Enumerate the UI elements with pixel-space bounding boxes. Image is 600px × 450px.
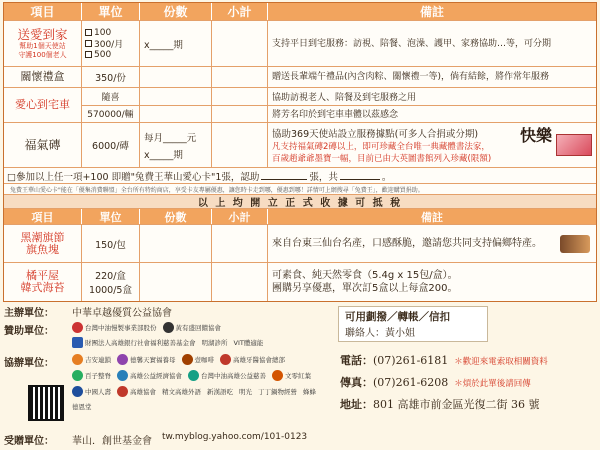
item-title: 送愛到家 bbox=[17, 27, 68, 42]
table-row bbox=[4, 263, 596, 301]
coop-logo: 壹咖啡 bbox=[182, 354, 215, 365]
coop-logo: 德馨天實福養母 bbox=[117, 354, 176, 365]
coop-logo: 明光 bbox=[239, 388, 252, 396]
option-100[interactable]: 100 bbox=[85, 27, 111, 38]
item-unit: 6000/磚 bbox=[82, 123, 140, 167]
coop-logo: 新漢語吃 bbox=[207, 388, 233, 396]
tuna-image bbox=[560, 235, 590, 253]
period-field[interactable]: x_____期 bbox=[144, 149, 183, 161]
subtotal-field[interactable] bbox=[212, 21, 268, 66]
option-500[interactable]: 500 bbox=[85, 49, 111, 60]
col-qty: 份數 bbox=[140, 3, 212, 20]
phone-number[interactable]: (07)261-6181 bbox=[373, 354, 449, 367]
checkbox[interactable] bbox=[85, 29, 92, 36]
item-title: 愛心到宅車 bbox=[4, 88, 82, 122]
qty-field[interactable] bbox=[140, 67, 212, 87]
qty-field[interactable]: x_____期 bbox=[140, 21, 212, 66]
host-name: 中華卓越優質公益協會 bbox=[72, 308, 172, 319]
combo-line: □參加以上任一項+100 即贈"兔費王華山愛心卡"1張，認助 張，共 。 bbox=[4, 168, 596, 184]
item-note: 來自台東三仙台名產，口感酥脆，邀請您共同支持偏鄉特產。 bbox=[272, 237, 542, 249]
coop-logo: 德恩堂 bbox=[72, 403, 92, 411]
col-note: 備註 bbox=[419, 5, 444, 19]
sponsor-logo: 財團法人高雄銀行社會福利慈善基金會 bbox=[72, 337, 196, 348]
item-title: 橘平屋 bbox=[26, 269, 59, 282]
contact-panel bbox=[330, 306, 592, 446]
coop-row: 協辦單位： 吉安連鎖 德馨天實福養母 壹咖啡 高雄牙醫協會總部 百子整脊 高雄公益經濟協會 台灣中油高雄公益慈善 文零紅葉 中國人壽 高雄協會 精文高雄外語 新漢語吃 明光 丁丁鍋物經營 蜂蜂 德恩堂 bbox=[4, 356, 316, 411]
address-line: 地址：801 高雄市前金區光復二街 36 號 bbox=[340, 398, 540, 411]
item-title: 韓式海苔 bbox=[20, 281, 65, 294]
table-header: 項目 單位 份數 小計 備註 bbox=[4, 209, 596, 225]
address: 801 高雄市前金區光復二街 36 號 bbox=[373, 398, 540, 411]
item-unit: 隨喜 bbox=[82, 88, 139, 106]
coop-logo: 高雄牙醫協會總部 bbox=[220, 354, 285, 365]
coop-logo: 中國人壽 bbox=[72, 386, 111, 397]
qty-field[interactable] bbox=[140, 88, 211, 106]
col-subtotal: 小計 bbox=[212, 3, 268, 20]
table-row bbox=[4, 225, 596, 263]
qty-field[interactable] bbox=[140, 225, 212, 262]
item-unit: 1000/5盒 bbox=[89, 285, 132, 296]
item-note: 協助369天使站設立服務據點(可多人合捐或分期) bbox=[272, 129, 479, 140]
table-row bbox=[4, 21, 596, 67]
total-field[interactable] bbox=[340, 171, 380, 180]
item-note: 支持平日到宅服務：訪視、陪餐、泡澡、護甲、家務協助…等，可分期 bbox=[272, 38, 552, 49]
sponsor-row: 贊助單位： 台灣中油慢製事業部股份 黃有盛回饋協會 財團法人高雄銀行社會福利慈善基金會 明湖診所 VIT體適能 bbox=[4, 324, 264, 347]
coop-logo: 精文高雄外語 bbox=[162, 388, 201, 396]
checkbox[interactable] bbox=[85, 40, 92, 47]
qty-field[interactable] bbox=[140, 106, 211, 123]
subtotal-field[interactable] bbox=[212, 225, 268, 262]
subtotal-field[interactable] bbox=[212, 263, 268, 301]
contact-person: 聯絡人：黃小姐 bbox=[345, 328, 415, 339]
table-row bbox=[4, 123, 596, 168]
receiver-name: 華山．創世基金會 bbox=[72, 436, 152, 447]
item-title: 黑潮旗節 bbox=[20, 230, 65, 244]
table-header bbox=[4, 3, 596, 21]
fine-print: 兔費王華山愛心卡"能在「優集消費聯盟」全台所有特約商店，享受卡友專屬優惠，讓您時卡走到哪，優惠到哪！詳情可上網搜尋「兔費王」，歡迎購買捐助。 bbox=[4, 184, 596, 195]
item-title: 關懷禮盒 bbox=[4, 67, 82, 87]
item-subtitle: 幫助1個天使站 bbox=[19, 42, 66, 50]
col-unit: 單位 bbox=[82, 3, 140, 20]
monthly-field[interactable]: 每月_____元 bbox=[144, 132, 197, 144]
table-row bbox=[4, 67, 596, 88]
qr-code-icon bbox=[28, 385, 64, 421]
item-note: 凡支持福氣磚2磚以上，即可珍藏全台唯一典藏體書法家， bbox=[272, 142, 490, 152]
item-note: 贈送長輩端午禮品(內含肉粽、關懷禮一等)，倘有結餘，將作常年服務 bbox=[272, 72, 550, 82]
tax-band: 以 上 均 開 立 正 式 收 據 可 抵 稅 bbox=[4, 195, 596, 209]
table-row bbox=[4, 88, 596, 123]
sponsor-logo: VIT體適能 bbox=[233, 339, 264, 347]
item-title: 福氣磚 bbox=[4, 123, 82, 167]
coop-logo: 百子整脊 bbox=[72, 370, 111, 381]
item-note: 可素食、純天然零食（5.4g x 15包/盒）。 bbox=[272, 270, 458, 281]
item-unit: 220/盒 bbox=[95, 271, 126, 282]
subtotal-field[interactable] bbox=[212, 67, 268, 87]
item-note: 團購另享優惠，單次訂5盒以上每盒200。 bbox=[272, 283, 458, 294]
col-item: 項目 bbox=[4, 3, 82, 20]
item-subtitle: 守護100個老人 bbox=[18, 51, 67, 59]
card-image bbox=[556, 134, 592, 156]
organizations bbox=[4, 298, 322, 448]
item-note: 協助訪視老人、陪餐及到宅服務之用 bbox=[268, 88, 596, 106]
sponsor-logo: 台灣中油慢製事業部股份 bbox=[72, 322, 157, 333]
payment-methods: 可用劃撥／轉帳／信扣 bbox=[345, 311, 450, 323]
subtotal-field[interactable] bbox=[212, 88, 267, 106]
item-unit: 150/包 bbox=[82, 225, 140, 262]
coop-logo: 丁丁鍋物經營 bbox=[258, 388, 297, 396]
checkbox[interactable] bbox=[85, 51, 92, 58]
item-unit: 350/份 bbox=[82, 67, 140, 87]
coop-logo: 高雄協會 bbox=[117, 386, 156, 397]
order-table bbox=[3, 2, 597, 302]
item-note: 百歲趙爺爺墨寶一幅，目前已由大英圖書館列入珍藏(限額) bbox=[272, 154, 492, 164]
calligraphy-art: 快樂 bbox=[519, 126, 552, 145]
fax-number: (07)261-6208 bbox=[373, 376, 449, 389]
fax-line: 傳真：(07)261-6208 ＊煩於此單後請回傳 bbox=[340, 376, 531, 389]
coop-logo: 台灣中油高雄公益慈善 bbox=[188, 370, 266, 381]
coop-logo: 高雄公益經濟協會 bbox=[117, 370, 182, 381]
contact-box bbox=[338, 306, 488, 342]
receiver-row: 受贈單位： 華山．創世基金會 tw.myblog.yahoo.com/101-0123 bbox=[4, 432, 308, 447]
subtotal-field[interactable] bbox=[212, 106, 267, 123]
qty-field[interactable] bbox=[140, 263, 212, 301]
cards-count-field[interactable] bbox=[261, 171, 307, 180]
item-title: 旗魚塊 bbox=[26, 242, 59, 256]
sponsor-logo: 明湖診所 bbox=[201, 339, 228, 347]
coop-logo: 吉安連鎖 bbox=[72, 354, 111, 365]
subtotal-field[interactable] bbox=[212, 123, 268, 167]
item-note: 將芳名印於到宅車車體以茲感念 bbox=[272, 110, 399, 121]
item-unit: 570000/輛 bbox=[87, 110, 134, 121]
phone-line: 電話：(07)261-6181 ＊歡迎來電索取相關資料 bbox=[340, 354, 548, 367]
option-300[interactable]: 300/月 bbox=[85, 38, 123, 49]
sponsor-logo: 黃有盛回饋協會 bbox=[163, 322, 222, 333]
coop-logo: 文零紅葉 bbox=[272, 370, 311, 381]
coop-logo: 蜂蜂 bbox=[303, 388, 316, 396]
host-row: 主辦單位： 中華卓越優質公益協會 bbox=[4, 304, 172, 319]
blog-url[interactable]: tw.myblog.yahoo.com/101-0123 bbox=[162, 432, 308, 442]
